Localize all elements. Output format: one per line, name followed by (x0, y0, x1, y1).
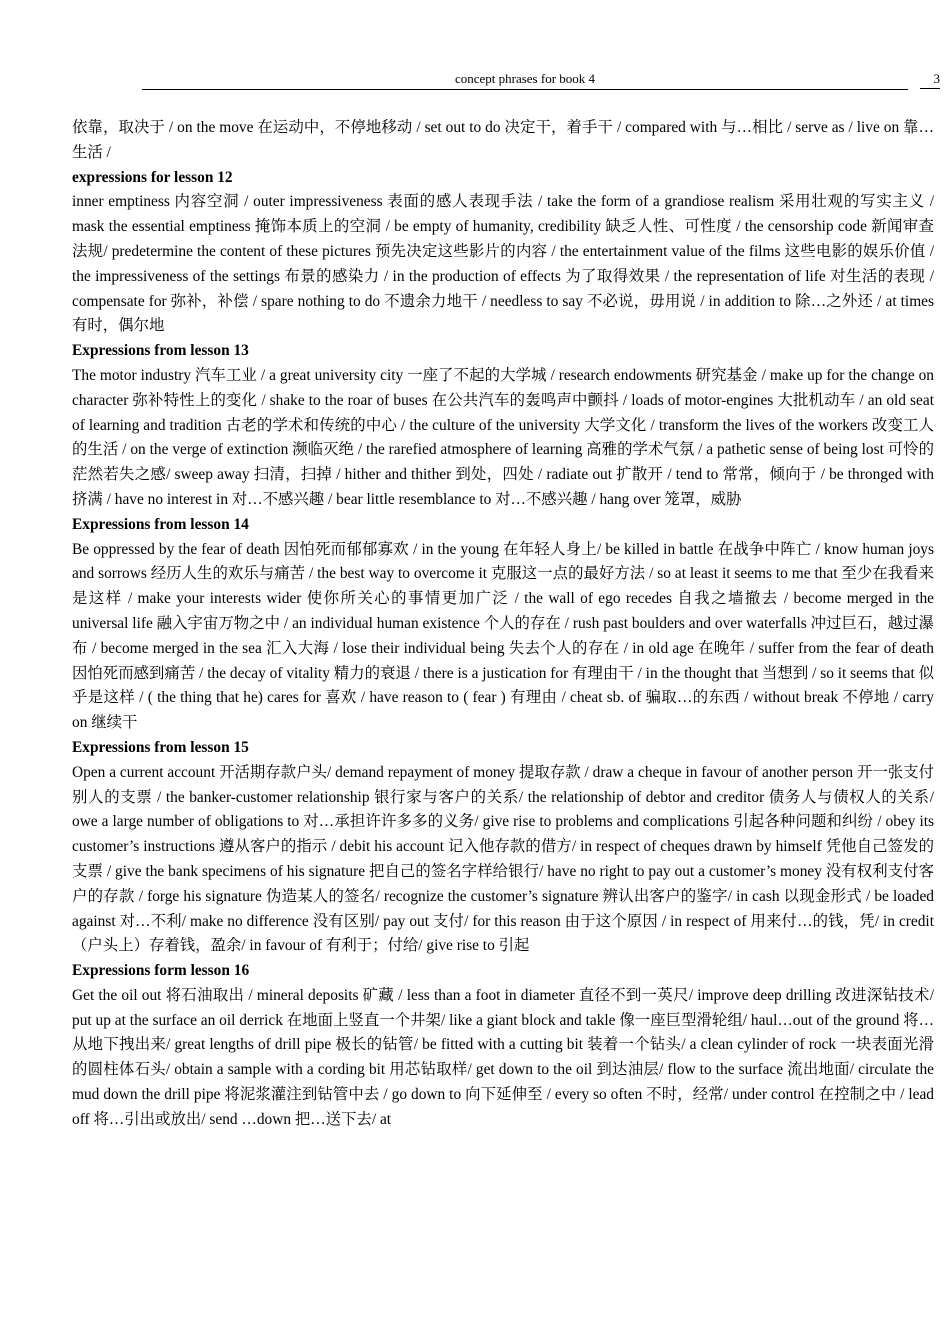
heading-lesson-15: Expressions from lesson 15 (72, 738, 249, 756)
heading-lesson-16: Expressions form lesson 16 (72, 962, 250, 980)
page-number: 3 (920, 70, 940, 89)
paragraph-lesson-13: The motor industry 汽车工业 / a great university city 一座了不起的大学城 / research endowments 研究基金 / make up for the change on character 弥补特性上的变化 / shake to the roar of buses 在公共汽车的轰鸣声中颤抖 / loads of motor-engines 大批机动车 / an old seat of learning and tradition 古老的学术和传统的中心 / the culture of the university 大学文化 / transform the lives of the workers 改变工人的生活 / on the verge of extinction 濒临灭绝 / the rarefied atmosphere of learning 高雅的学术气氛 / a pathetic sense of being lost 可怜的茫然若失之感/ sweep away 扫清，扫掉 / hither and thither 到处，四处 / radiate out 扩散开 / tend to 常常，倾向于 / be thronged with 挤满 / have no interest in 对…不感兴趣 / bear little resemblance to 对…不感兴趣 / hang over 笼罩，威胁 (72, 366, 934, 508)
header-title: concept phrases for book 4 (454, 71, 596, 86)
paragraph-lesson-12: inner emptiness 内容空洞 / outer impressiveness 表面的感人表现手法 / take the form of a grandiose realism 采用壮观的写实主义 / mask the essential emptiness 掩饰本质上的空洞 / be empty of humanity, credibility 缺乏人性、可性度 / the censorship code 新闻审查法规/ predetermine the content of these pictures 预先决定这些影片的内容 / the entertainment value of the films 这些电影的娱乐价值 / the impressiveness of the settings 布景的感染力 / in the production of effects 为了取得效果 / the representation of life 对生活的表现 / compensate for 弥补，补偿 / spare nothing to do 不遗余力地干 / needless to say 不必说，毋用说 / in addition to 除…之外还 / at times 有时，偶尔地 (72, 193, 934, 335)
heading-lesson-13: Expressions from lesson 13 (72, 342, 249, 360)
running-header (142, 70, 908, 90)
paragraph-lesson-16: Get the oil out 将石油取出 / mineral deposits 矿藏 / less than a foot in diameter 直径不到一英尺/ improve deep drilling 改进深钻技术/ put up at the surface an oil derrick 在地面上竖直一个井架/ like a giant block and takle 像一座巨型滑轮组/ haul…out of the ground 将…从地下拽出来/ great lengths of drill pipe 极长的钻管/ be fitted with a cutting bit 装着一个钻头/ a clean cylinder of rock 一块表面光滑的圆柱体石头/ obtain a sample with a cording bit 用芯钻取样/ get down to the oil 到达油层/ flow to the surface 流出地面/ circulate the mud down the drill pipe 将泥浆灌注到钻管中去 / go down to 向下延伸至 / every so often 不时，经常/ under control 在控制之中 / lead off 将…引出或放出/ send …down 把…送下去/ at (72, 986, 934, 1128)
paragraph-lesson-15: Open a current account 开活期存款户头/ demand repayment of money 提取存款 / draw a cheque in favour of another person 开一张支付别人的支票 / the banker-customer relationship 银行家与客户的关系/ the relationship of debtor and creditor 债务人与债权人的关系/ owe a large number of obligations to 对…承担许许多多的义务/ give rise to problems and complications 引起各种问题和纠纷 / obey its customer’s instructions 遵从客户的指示 / debit his account 记入他存款的借方/ in respect of cheques drawn by himself 凭他自己签发的支票 / give the bank specimens of his signature 把自己的签名字样给银行/ have no right to pay out a customer’s money 没有权利支付客户的存款 / forge his signature 伪造某人的签名/ recognize the customer’s signature 辨认出客户的鉴字/ in cash 以现金形式 / be loaded against 对…不利/ make no difference 没有区别/ pay out 支付/ for this reason 由于这个原因 / in respect of 用来付…的钱，凭/ in credit （户头上）存着钱，盈余/ in favour of 有利于；付给/ give rise to 引起 (72, 763, 934, 955)
document-body (72, 116, 934, 1133)
paragraph-lesson-14: Be oppressed by the fear of death 因怕死而郁郁寡欢 / in the young 在年轻人身上/ be killed in battle 在战争中阵亡 / know human joys and sorrows 经历人生的欢乐与痛苦 / the best way to overcome it 克服这一点的最好方法 / so at least it seems to me that 至少在我看来是这样 / make your interests wider 使你所关心的事情更加广泛 / the wall of ego recedes 自我之墙撤去 / become merged in the universal life 融入宇宙万物之中 / an individual human existence 个人的存在 / rush past boulders and over waterfalls 冲过巨石，越过瀑布 / become merged in the sea 汇入大海 / lose their individual being 失去个人的存在 / in old age 在晚年 / suffer from the fear of death 因怕死而感到痛苦 / the decay of vitality 精力的衰退 / there is a justication for 有理由干 / in the thought that 当想到 / so it seems that 似乎是这样 / ( the thing that he) cares for 喜欢 / have reason to ( fear ) 有理由 / cheat sb. of 骗取…的东西 / without break 不停地 / carry on 继续干 (72, 540, 934, 732)
paragraph-lesson-11-tail: 依靠，取决于 / on the move 在运动中，不停地移动 / set out to do 决定干，着手干 / compared with 与…相比 / serve as / live on 靠…生活 / (72, 119, 934, 161)
heading-lesson-12: expressions for lesson 12 (72, 168, 233, 186)
heading-lesson-14: Expressions from lesson 14 (72, 515, 249, 533)
